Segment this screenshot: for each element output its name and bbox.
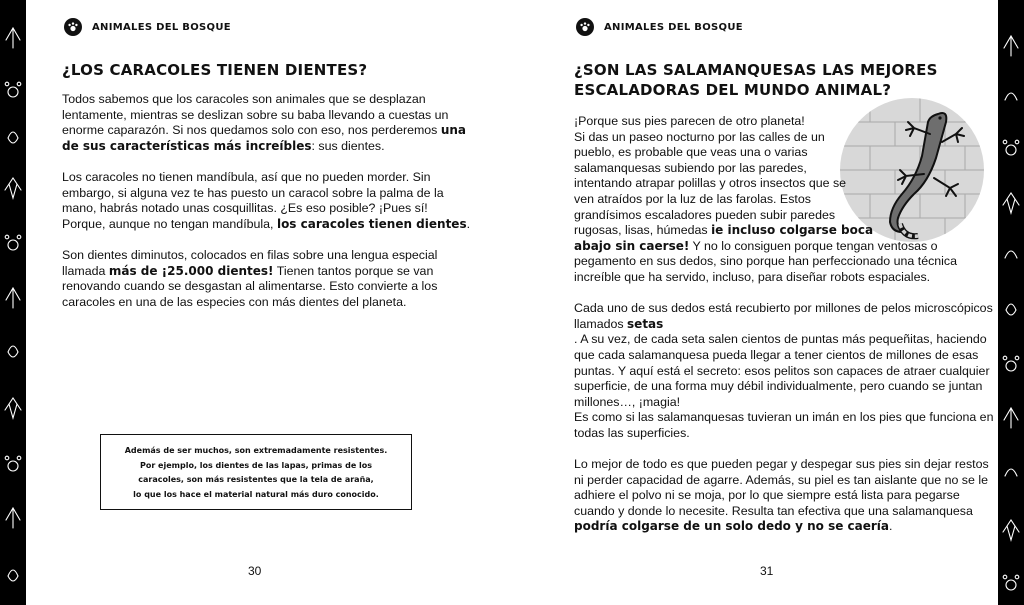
paragraph: Los caracoles no tienen mandíbula, así que no pueden morder. Sin embargo, si alguna vez te has puesto un caracol sobre la palma de la mano, habrás notado unas cosquillitas. ¿Es eso posible? ¡Pues sí! Porque, aunque no tengan mandíbula, los caracoles tienen dientes. [62, 169, 471, 231]
paragraph: Lo mejor de todo es que pueden pegar y despegar sus pies sin dejar restos ni perder capacidad de agarre. Además, su piel es tan aislante que no se le adhiere el polvo ni se moja, por lo que siempre está lista para pegarse cuando y donde lo necesite. Resulta tan efectiva que una salamanquesa podría colgarse de un solo dedo y no se caería. [574, 457, 989, 534]
fact-line: lo que los hace el material natural más duro conocido. [133, 489, 379, 499]
page-heading [574, 60, 938, 100]
paragraph: Cada uno de sus dedos está recubierto por millones de pelos microscópicos llamados setas . A su vez, de cada seta salen cientos de puntas más pequeñitas, haciendo que cada salamanquesa pueda llegar a tener cientos de millones de esas puntas. Y aquí está el secreto: esos pelitos son capaces de atraer cualquier superficie, de una forma muy débil individualmente, pero cuando se juntan millones…, ¡magia! Es como si las salamanquesas tuvieran un imán en los pies que funciona en todas las superficies. [574, 301, 994, 440]
page-heading: ¿LOS CARACOLES TIENEN DIENTES? [62, 61, 368, 79]
page-number: 31 [760, 564, 774, 578]
heading-line: ¿SON LAS SALAMANQUESAS LAS MEJORES [574, 61, 938, 79]
left-border-animal-tracks [0, 0, 26, 605]
paw-logo-icon [576, 18, 594, 36]
fact-line: Por ejemplo, los dientes de las lapas, primas de los [139, 460, 373, 470]
fact-line: Además de ser muchos, son extremadamente resistentes. [124, 446, 388, 455]
page-header [576, 18, 743, 36]
fact-line: caracoles, son más resistentes que la tela de araña, [138, 475, 374, 484]
page-number: 30 [248, 564, 262, 578]
body-text [62, 92, 474, 326]
paragraph: Son dientes diminutos, colocados en filas sobre una lengua especial llamada más de ¡25.000 dientes! Tienen tantos porque se van renovando cuando se desgastan al alimentarse. Esto convierte a los caracoles en una de las especies con más dientes del planeta. [62, 247, 438, 309]
left-page [26, 0, 512, 605]
paragraph: ¡Porque sus pies parecen de otro planeta! Si das un paseo nocturno por las calles de un pueblo, es probable que veas una o varias salamanquesas subiendo por las paredes, intentando atrapar polillas y otros insectos que se ven atraídos por la luz de las farolas. Estos grandísimos escaladores pueden subir paredes rugosas, lisas, húmedas ie incluso colgarse boca abajo sin caerse! Y no lo consiguen porque tengan ventosas o pegamento en sus dedos, sino porque han perfeccionado una técnica increíble que ha servido, incluso, para diseñar robots espaciales. [574, 114, 958, 284]
section-title: ANIMALES DEL BOSQUE [604, 21, 743, 33]
right-border-animal-tracks [998, 0, 1024, 605]
animal-tracks-icon [998, 0, 1024, 605]
animal-tracks-icon [0, 0, 26, 605]
body-text [574, 114, 994, 551]
right-page [512, 0, 998, 605]
heading-line: ESCALADORAS DEL MUNDO ANIMAL? [574, 81, 892, 99]
fact-box [100, 434, 412, 510]
section-title: ANIMALES DEL BOSQUE [92, 21, 231, 33]
paw-logo-icon [64, 18, 82, 36]
paragraph: Todos sabemos que los caracoles son animales que se desplazan lentamente, mientras se deslizan sobre su baba llevando a cuestas un enorme caparazón. Si nos quedamos solo con eso, nos perderemos una de sus características más increíbles: sus dientes. [62, 92, 467, 153]
page-header [64, 18, 231, 36]
